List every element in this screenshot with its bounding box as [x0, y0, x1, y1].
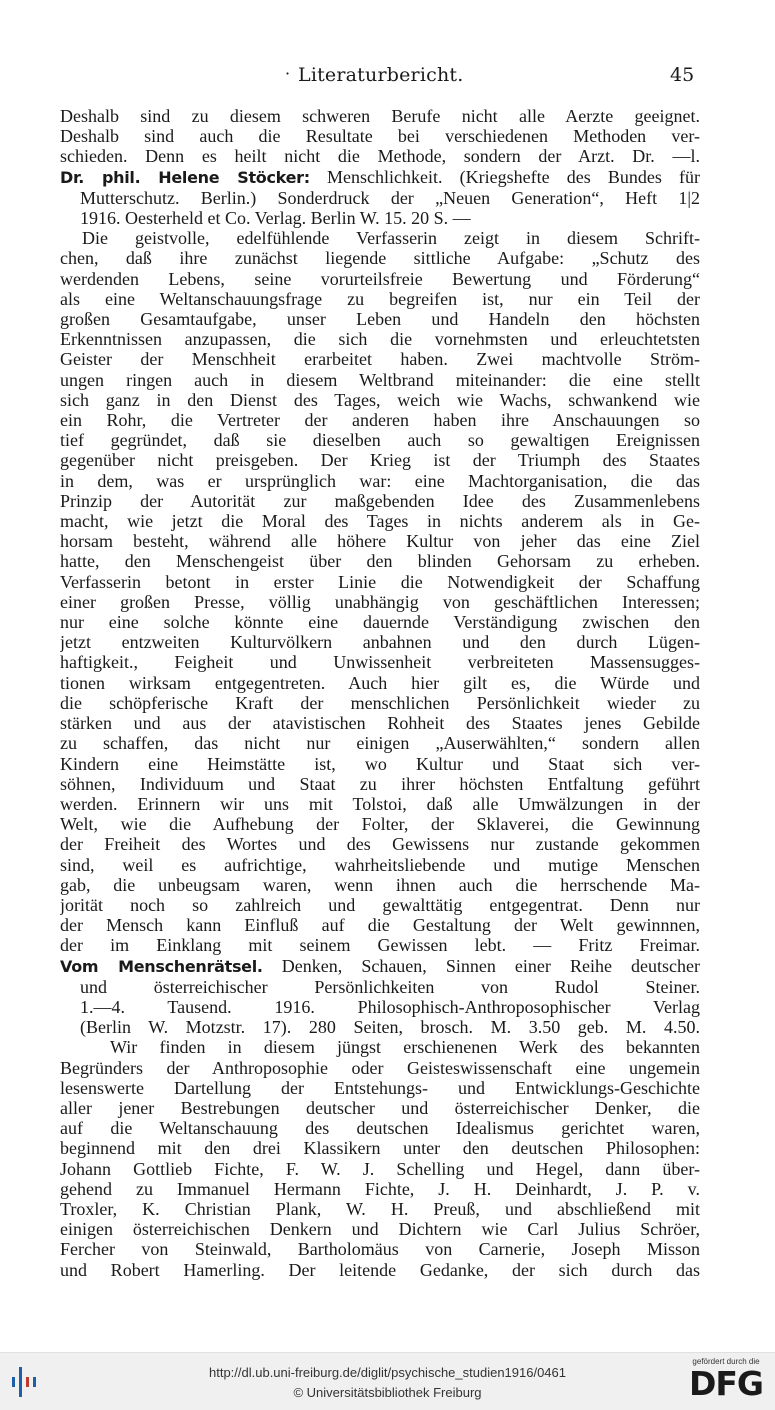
text-line — [60, 814, 700, 834]
line-text: einigen österreichischen Denkern und Dichtern wie Carl Julius Schröer, — [60, 1219, 700, 1240]
text-line — [60, 1037, 700, 1057]
line-text: nur eine solche könnte eine dauernde Verständigung zwischen den — [60, 612, 700, 633]
line-text: gehend zu Immanuel Hermann Fichte, J. H. Deinhardt, J. P. v. — [60, 1178, 700, 1199]
line-text: lesenswerte Dartellung der Entstehungs- und Entwicklungs-Geschichte — [60, 1077, 700, 1098]
line-text: (Berlin W. Motzstr. 17). 280 Seiten, brosch. M. 3.50 geb. M. 4.50. — [80, 1017, 700, 1038]
line-text: auf die Weltanschauung des deutschen Idealismus gerichtet waren, — [60, 1118, 700, 1139]
line-text: Welt, wie die Aufhebung der Folter, der Sklaverei, die Gewinnung — [60, 814, 700, 835]
body-text — [60, 106, 700, 1280]
text-line — [60, 370, 700, 390]
text-line — [60, 572, 700, 592]
line-text: söhnen, Individuum und Staat zu ihrer höchsten Entfaltung geführt — [60, 773, 700, 794]
line-text: und österreichischer Persönlichkeiten von Rudol Steiner. — [80, 976, 700, 997]
line-text: Deshalb sind auch die Resultate bei verschiedenen Methoden ver- — [60, 126, 700, 147]
text-line — [60, 309, 700, 329]
line-text: tionen wirksam entgegentreten. Auch hier gilt es, die Würde und — [60, 672, 700, 693]
line-text: Geister der Menschheit erarbeitet haben. Zwei machtvolle Ström- — [60, 349, 700, 370]
line-text: jorität noch so zahlreich und gewalttätig entgegentrat. Denn nur — [60, 894, 700, 915]
line-text: stärken und aus der atavistischen Rohheit des Staates jenes Gebilde — [60, 713, 700, 734]
text-line — [60, 592, 700, 612]
line-text: Menschlichkeit. (Kriegshefte des Bundes für — [309, 166, 700, 187]
line-text: chen, daß ihre zunächst liegende sittliche Aufgabe: „Schutz des — [60, 248, 700, 269]
copyright-notice: © Universitätsbibliothek Freiburg — [293, 1385, 482, 1400]
text-line — [60, 652, 700, 672]
text-line — [60, 834, 700, 854]
line-text: haftigkeit., Feigheit und Unwissenheit verbreiteten Massensugges- — [60, 652, 700, 673]
text-line — [60, 228, 700, 248]
entry-heading: Vom Menschenrätsel. — [60, 956, 263, 976]
dfg-note: gefördert durch die — [692, 1357, 760, 1366]
line-text: werden. Erinnern wir uns mit Tolstoi, daß alle Umwälzungen in der — [60, 793, 700, 814]
line-text: Die geistvolle, edelfühlende Verfasserin zeigt in diesem Schrift- — [82, 228, 700, 249]
source-url-link[interactable]: http://dl.ub.uni-freiburg.de/diglit/psychische_studien1916/0461 — [208, 1365, 567, 1380]
line-text: Wir finden in diesem jüngst erschienenen Werk des bekannten — [110, 1037, 700, 1058]
text-line — [60, 410, 700, 430]
line-text: der Freiheit des Wortes und des Gewissens nur zustande gekommen — [60, 834, 700, 855]
line-text: als eine Weltanschauungsfrage zu begreifen ist, nur ein Teil der — [60, 288, 700, 309]
line-text: Verfasserin betont in erster Linie die Notwendigkeit der Schaffung — [60, 571, 700, 592]
line-text: Troxler, K. Christian Plank, W. H. Preuß, und abschließend mit — [60, 1198, 700, 1219]
dfg-wordmark: DFG — [688, 1364, 764, 1403]
text-line — [60, 349, 700, 369]
text-line — [60, 289, 700, 309]
text-line — [60, 1138, 700, 1158]
line-text: und Robert Hamerling. Der leitende Gedanke, der sich durch das — [60, 1259, 700, 1280]
text-line — [60, 1239, 700, 1259]
line-text: horsam besteht, während alle höhere Kultur von jeher das eine Ziel — [60, 531, 700, 552]
text-line — [60, 146, 700, 166]
text-line — [60, 713, 700, 733]
line-text: Erkenntnissen anzupassen, die sich die vornehmsten und erleuchtetsten — [60, 329, 700, 350]
dfg-logo[interactable] — [683, 1357, 769, 1407]
viewer-footer — [0, 1352, 775, 1410]
line-text: großen Gesamtaufgabe, unser Leben und Handeln den höchsten — [60, 309, 700, 330]
line-text: Prinzip der Autorität zur maßgebenden Idee des Zusammenlebens — [60, 490, 700, 511]
line-text: sind, weil es aufrichtige, wahrheitsliebende und mutige Menschen — [60, 854, 700, 875]
line-text: gegenüber nicht preisgeben. Der Krieg ist der Triumph des Staates — [60, 450, 700, 471]
line-text: gab, die unbeugsam waren, wenn ihnen auch die herrschende Ma- — [60, 874, 700, 895]
line-text: Kindern eine Heimstätte ist, wo Kultur und Staat sich ver- — [60, 753, 700, 774]
line-text: 1.—4. Tausend. 1916. Philosophisch-Anthroposophischer Verlag — [80, 996, 700, 1017]
text-line — [60, 450, 700, 470]
running-header — [0, 64, 775, 92]
text-line — [60, 855, 700, 875]
line-text: macht, wie jetzt die Moral des Tages in nichts anderem als in Ge- — [60, 511, 700, 532]
page-number: 45 — [670, 64, 695, 86]
header-mark: · — [285, 64, 291, 83]
text-line — [60, 167, 700, 188]
text-line — [60, 188, 700, 208]
text-line — [60, 1219, 700, 1239]
text-line — [60, 1017, 700, 1037]
text-line — [60, 430, 700, 450]
text-line — [60, 612, 700, 632]
text-line — [60, 1118, 700, 1138]
line-text: einer großen Presse, völlig unabhängig von geschäftlichen Interessen; — [60, 591, 700, 612]
line-text: sich ganz in den Dienst des Tages, weich wie Wachs, schwankend wie — [60, 389, 700, 410]
text-line — [60, 977, 700, 997]
line-text: beginnend mit den drei Klassikern unter den deutschen Philosophen: — [60, 1138, 700, 1159]
line-text: Begründers der Anthroposophie oder Geisteswissenschaft eine ungemein — [60, 1057, 700, 1078]
line-text: in dem, was er ursprünglich war: eine Machtorganisation, die das — [60, 470, 700, 491]
text-line — [60, 329, 700, 349]
text-line — [60, 208, 700, 228]
text-line — [60, 1159, 700, 1179]
line-text: ungen ringen auch in diesem Weltbrand miteinander: die eine stellt — [60, 369, 700, 390]
text-line — [60, 754, 700, 774]
entry-heading: Dr. phil. Helene Stöcker: — [60, 167, 310, 187]
text-line — [60, 875, 700, 895]
text-line — [60, 1098, 700, 1118]
line-text: der Mensch kann Einfluß auf die Gestaltung der Welt gewinnnen, — [60, 915, 700, 936]
text-line — [60, 774, 700, 794]
text-line — [60, 551, 700, 571]
text-line — [60, 1260, 700, 1280]
text-line — [60, 491, 700, 511]
text-line — [60, 733, 700, 753]
text-line — [60, 693, 700, 713]
text-line — [60, 794, 700, 814]
text-line — [60, 1078, 700, 1098]
line-text: Johann Gottlieb Fichte, F. W. J. Schelling und Hegel, dann über- — [60, 1158, 700, 1179]
line-text: hatte, den Menschengeist über den blinden Gehorsam zu erheben. — [60, 551, 700, 572]
line-text: ein Rohr, die Vertreter der anderen haben ihre Anschauungen so — [60, 410, 700, 431]
text-line — [60, 1179, 700, 1199]
text-line — [60, 1058, 700, 1078]
line-text: die schöpferische Kraft der menschlichen Persönlichkeit wieder zu — [60, 692, 700, 713]
line-text: tief gegründet, daß sie dieselben auch so gewaltigen Ereignissen — [60, 430, 700, 451]
line-text: Mutterschutz. Berlin.) Sonderdruck der „Neuen Generation“, Heft 1|2 — [80, 187, 700, 208]
line-text: zu schaffen, das nicht nur einigen „Auserwählten,“ sondern allen — [60, 733, 700, 754]
text-line — [60, 935, 700, 955]
line-text: Denken, Schauen, Sinnen einer Reihe deutscher — [262, 955, 700, 976]
line-text: jetzt entzweiten Kulturvölkern anbahnen und den durch Lügen- — [60, 632, 700, 653]
line-text: werdenden Lebens, seine vorurteilsfreie Bewertung und Förderung“ — [60, 268, 700, 289]
running-title: Literaturbericht. — [298, 64, 464, 86]
text-line — [60, 632, 700, 652]
line-text: Fercher von Steinwald, Bartholomäus von Carnerie, Joseph Misson — [60, 1239, 700, 1260]
text-line — [60, 471, 700, 491]
text-line — [60, 269, 700, 289]
line-text: Deshalb sind zu diesem schweren Berufe nicht alle Aerzte geeignet. — [60, 106, 700, 126]
line-text: schieden. Denn es heilt nicht die Methode, sondern der Arzt. Dr. —l. — [60, 146, 700, 167]
line-text: der im Einklang mit seinem Gewissen lebt. — Fritz Freimar. — [60, 935, 700, 956]
text-line — [60, 997, 700, 1017]
text-line — [60, 673, 700, 693]
text-line — [60, 248, 700, 268]
line-text: 1916. Oesterheld et Co. Verlag. Berlin W. 15. 20 S. — — [80, 208, 471, 229]
line-text: aller jener Bestrebungen deutscher und österreichischer Denker, die — [60, 1097, 700, 1118]
text-line — [60, 390, 700, 410]
text-line — [60, 126, 700, 146]
text-line — [60, 1199, 700, 1219]
text-line — [60, 106, 700, 126]
text-line — [60, 956, 700, 977]
text-line — [60, 895, 700, 915]
text-line — [60, 511, 700, 531]
text-line — [60, 531, 700, 551]
text-line — [60, 915, 700, 935]
